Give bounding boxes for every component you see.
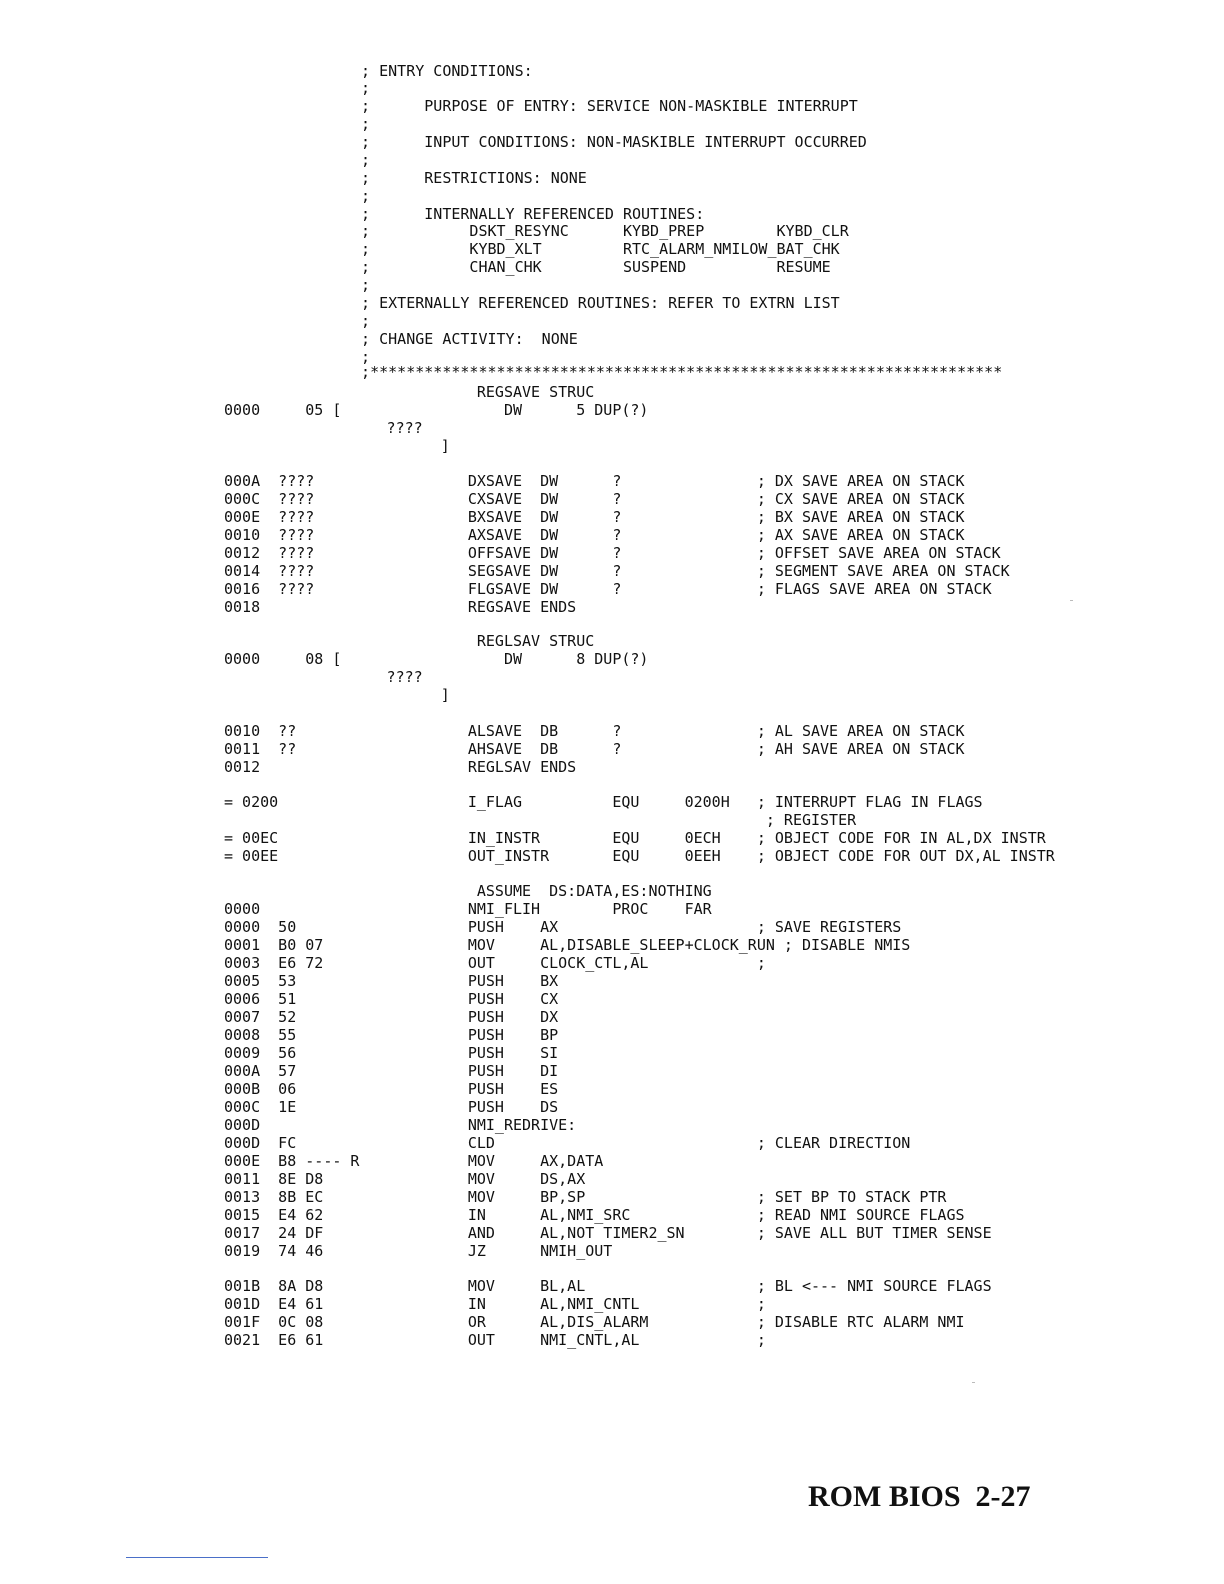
comment-line: ;********************************************************************** — [343, 363, 1003, 381]
code-line: 0012 ???? OFFSAVE DW ? ; OFFSET SAVE AREA ON STACK — [224, 544, 1001, 562]
code-line: 001B 8A D8 MOV BL,AL ; BL <--- NMI SOURCE FLAGS — [224, 1277, 992, 1295]
code-line: ] — [224, 686, 450, 704]
code-line: 0019 74 46 JZ NMIH_OUT — [224, 1242, 613, 1260]
code-line: 000D NMI_REDRIVE: — [224, 1116, 577, 1134]
code-line: 0000 05 [ DW 5 DUP(?) — [224, 401, 649, 419]
code-line: 000E B8 ---- R MOV AX,DATA — [224, 1152, 604, 1170]
code-line: ; REGISTER — [224, 811, 857, 829]
code-line: 0005 53 PUSH BX — [224, 972, 559, 990]
code-line: 0014 ???? SEGSAVE DW ? ; SEGMENT SAVE AREA ON STACK — [224, 562, 1010, 580]
comment-line: ; — [343, 115, 371, 133]
comment-line: ; — [343, 151, 371, 169]
code-line: 000C 1E PUSH DS — [224, 1098, 559, 1116]
comment-line: ; ENTRY CONDITIONS: — [343, 62, 533, 80]
code-line: REGSAVE STRUC — [224, 383, 595, 401]
comment-line: ; — [343, 79, 371, 97]
code-line: 0013 8B EC MOV BP,SP ; SET BP TO STACK PTR — [224, 1188, 947, 1206]
blue-rule-line — [126, 1557, 268, 1558]
code-line: 0008 55 PUSH BP — [224, 1026, 559, 1044]
code-line: 000D FC CLD ; CLEAR DIRECTION — [224, 1134, 911, 1152]
code-line: ASSUME DS:DATA,ES:NOTHING — [224, 882, 712, 900]
code-line: 0007 52 PUSH DX — [224, 1008, 559, 1026]
comment-line: ; CHANGE ACTIVITY: NONE — [343, 330, 578, 348]
comment-line: ; DSKT_RESYNC KYBD_PREP KYBD_CLR — [343, 222, 849, 240]
comment-line: ; KYBD_XLT RTC_ALARM_NMILOW_BAT_CHK — [343, 240, 840, 258]
code-line: 0015 E4 62 IN AL,NMI_SRC ; READ NMI SOURCE FLAGS — [224, 1206, 965, 1224]
code-line: ] — [224, 437, 450, 455]
code-line: = 00EC IN_INSTR EQU 0ECH ; OBJECT CODE FOR IN AL,DX INSTR — [224, 829, 1046, 847]
code-line: ???? — [224, 668, 423, 686]
code-line: 001D E4 61 IN AL,NMI_CNTL ; — [224, 1295, 766, 1313]
code-line: = 00EE OUT_INSTR EQU 0EEH ; OBJECT CODE FOR OUT DX,AL INSTR — [224, 847, 1055, 865]
page-footer: ROM BIOS 2-27 — [808, 1480, 1031, 1513]
code-line: 0001 B0 07 MOV AL,DISABLE_SLEEP+CLOCK_RUN ; DISABLE NMIS — [224, 936, 911, 954]
comment-line: ; EXTERNALLY REFERENCED ROUTINES: REFER TO EXTRN LIST — [343, 294, 840, 312]
code-line: 000A ???? DXSAVE DW ? ; DX SAVE AREA ON STACK — [224, 472, 965, 490]
comment-line: ; RESTRICTIONS: NONE — [343, 169, 587, 187]
code-line: 0000 50 PUSH AX ; SAVE REGISTERS — [224, 918, 902, 936]
code-line: 000E ???? BXSAVE DW ? ; BX SAVE AREA ON STACK — [224, 508, 965, 526]
code-line: 0010 ?? ALSAVE DB ? ; AL SAVE AREA ON STACK — [224, 722, 965, 740]
code-line: 0016 ???? FLGSAVE DW ? ; FLAGS SAVE AREA ON STACK — [224, 580, 992, 598]
comment-line: ; INPUT CONDITIONS: NON-MASKIBLE INTERRUPT OCCURRED — [343, 133, 867, 151]
comment-line: ; — [343, 187, 371, 205]
scan-speck — [1070, 600, 1073, 601]
code-line: 0018 REGSAVE ENDS — [224, 598, 577, 616]
code-line: 0000 08 [ DW 8 DUP(?) — [224, 650, 649, 668]
code-line: 0010 ???? AXSAVE DW ? ; AX SAVE AREA ON STACK — [224, 526, 965, 544]
comment-line: ; INTERNALLY REFERENCED ROUTINES: — [343, 205, 705, 223]
code-line: 0000 NMI_FLIH PROC FAR — [224, 900, 712, 918]
code-line: 0011 ?? AHSAVE DB ? ; AH SAVE AREA ON STACK — [224, 740, 965, 758]
comment-line: ; — [343, 276, 371, 294]
comment-line: ; — [343, 348, 371, 366]
code-line: 0006 51 PUSH CX — [224, 990, 559, 1008]
code-line: = 0200 I_FLAG EQU 0200H ; INTERRUPT FLAG IN FLAGS — [224, 793, 983, 811]
comment-line: ; — [343, 312, 371, 330]
code-line: REGLSAV STRUC — [224, 632, 595, 650]
code-line: 0021 E6 61 OUT NMI_CNTL,AL ; — [224, 1331, 766, 1349]
code-line: 0012 REGLSAV ENDS — [224, 758, 577, 776]
code-line: ???? — [224, 419, 423, 437]
scan-speck — [972, 1382, 975, 1383]
comment-line: ; PURPOSE OF ENTRY: SERVICE NON-MASKIBLE INTERRUPT — [343, 97, 858, 115]
code-line: 000B 06 PUSH ES — [224, 1080, 559, 1098]
code-line: 000A 57 PUSH DI — [224, 1062, 559, 1080]
comment-line: ; CHAN_CHK SUSPEND RESUME — [343, 258, 831, 276]
code-line: 0011 8E D8 MOV DS,AX — [224, 1170, 586, 1188]
code-line: 0009 56 PUSH SI — [224, 1044, 559, 1062]
code-line: 0017 24 DF AND AL,NOT TIMER2_SN ; SAVE ALL BUT TIMER SENSE — [224, 1224, 992, 1242]
code-line: 000C ???? CXSAVE DW ? ; CX SAVE AREA ON STACK — [224, 490, 965, 508]
code-line: 0003 E6 72 OUT CLOCK_CTL,AL ; — [224, 954, 766, 972]
code-line: 001F 0C 08 OR AL,DIS_ALARM ; DISABLE RTC ALARM NMI — [224, 1313, 965, 1331]
